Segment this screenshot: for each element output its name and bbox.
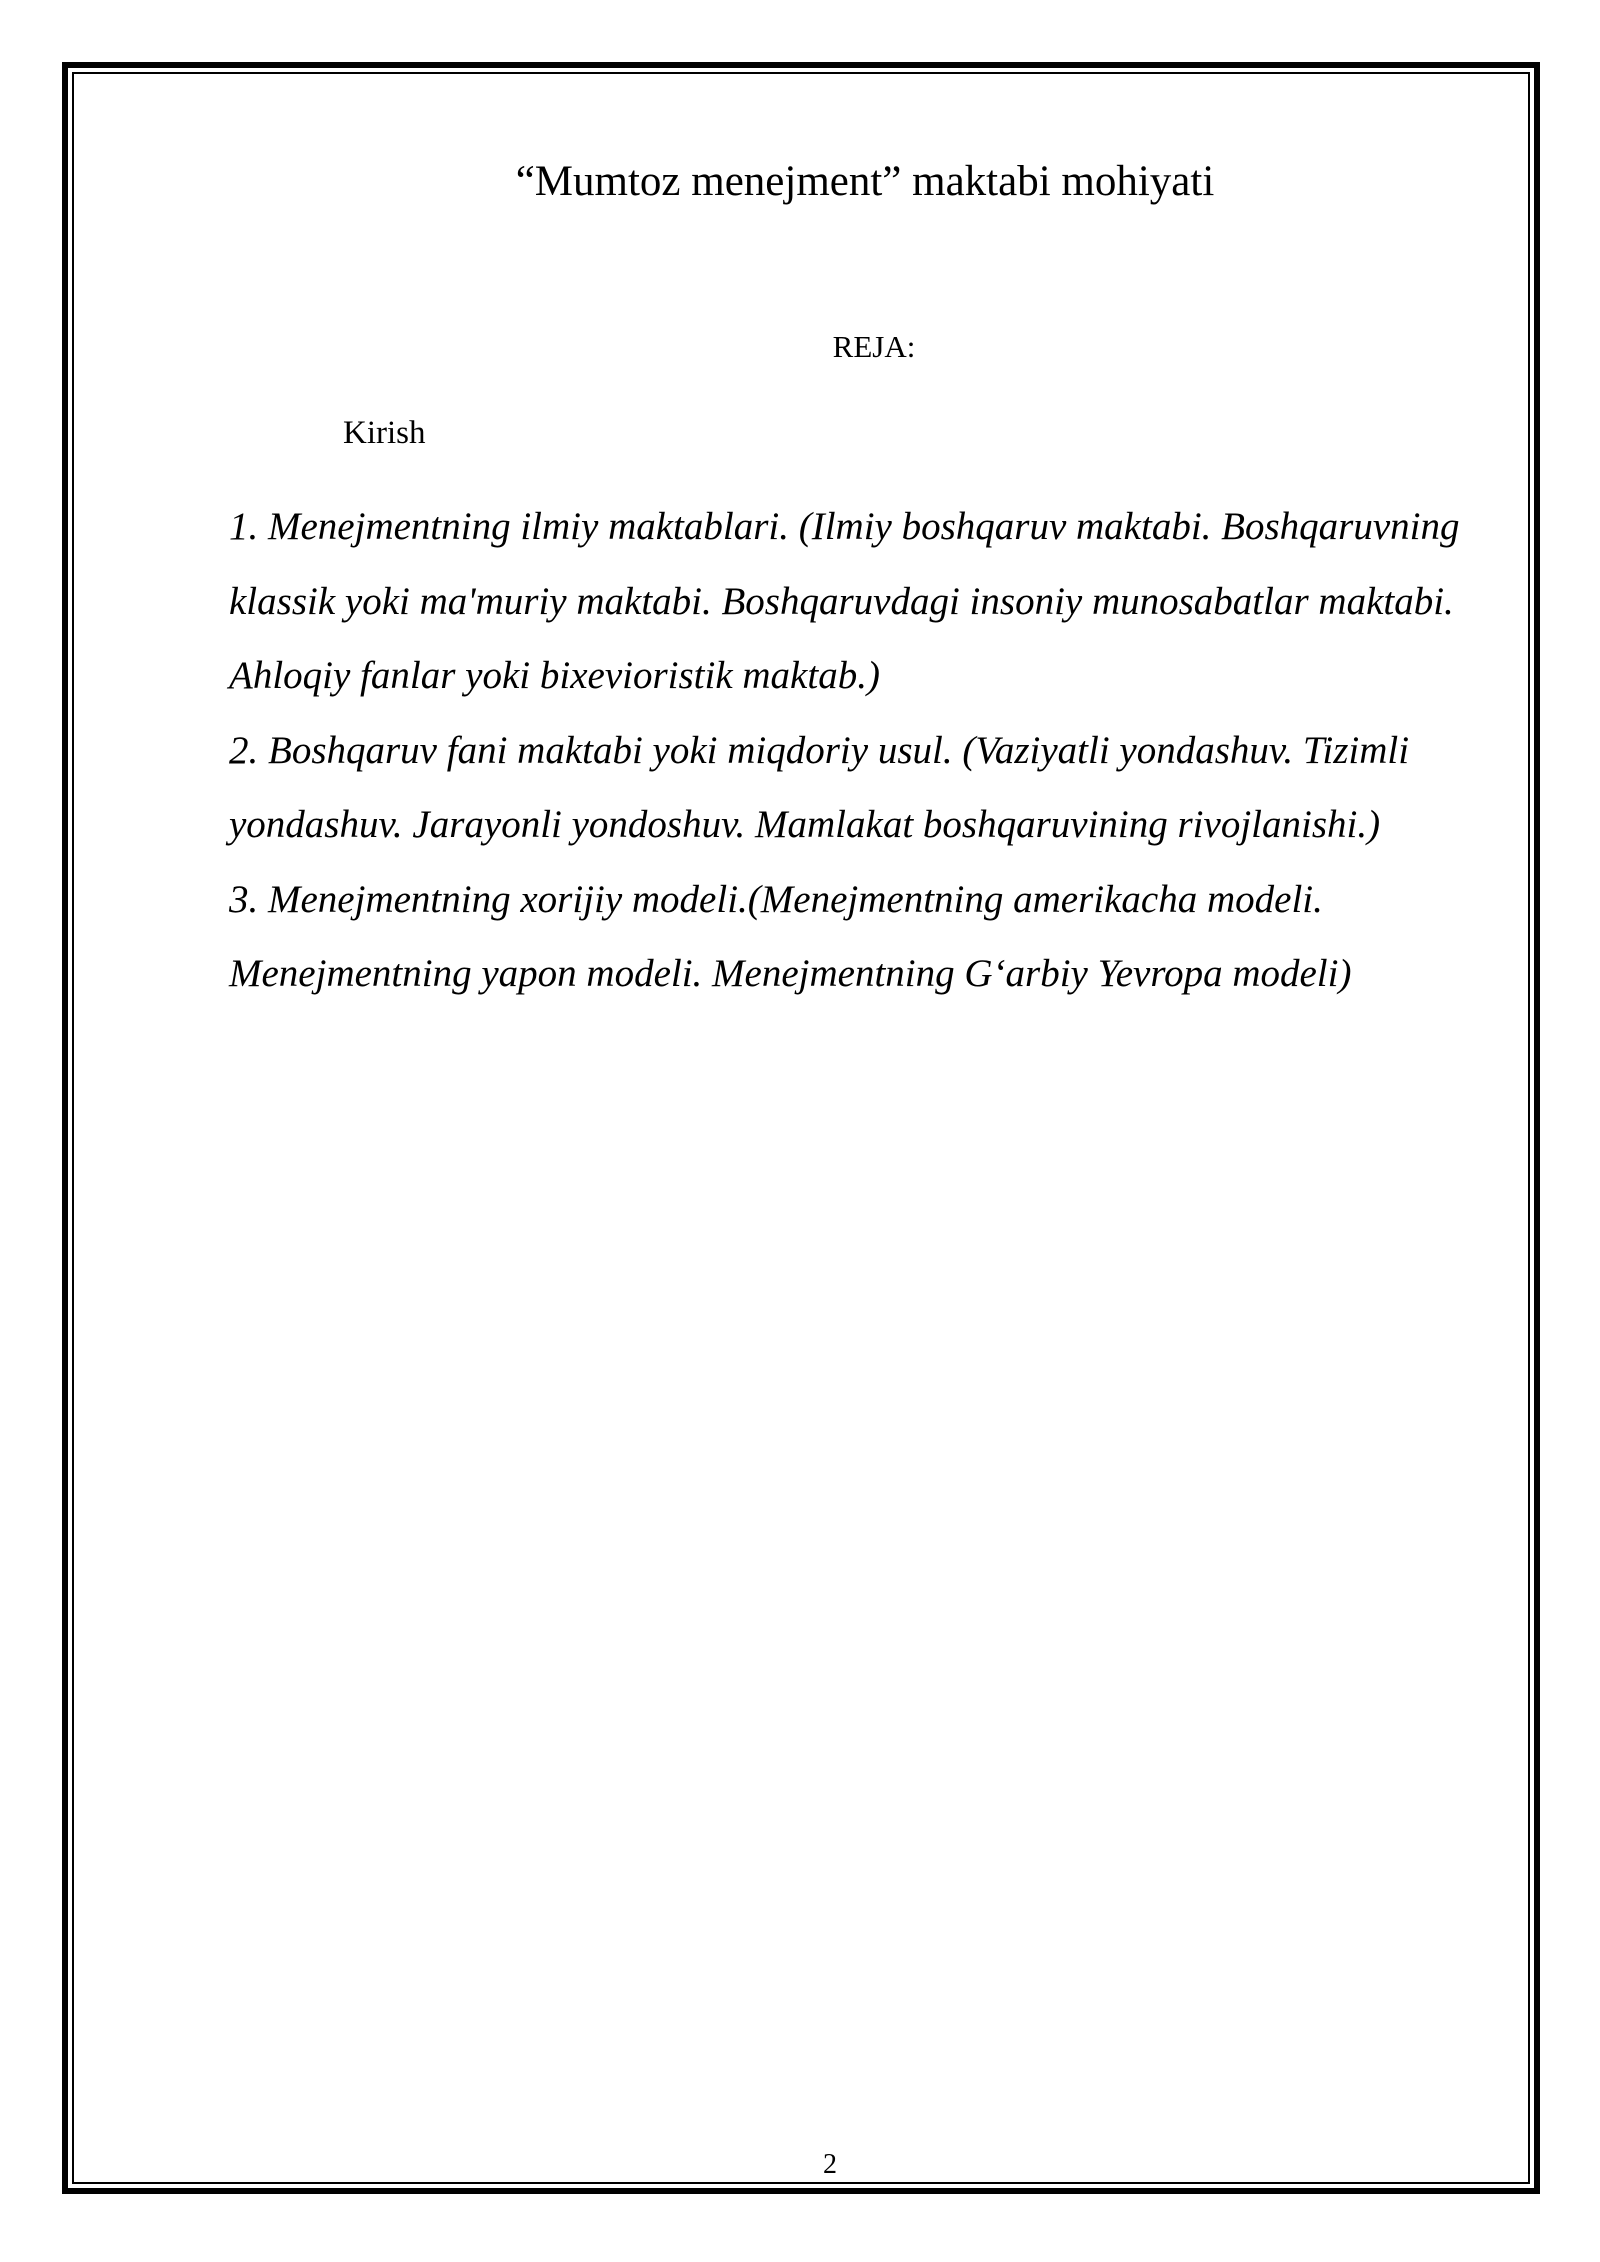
plan-item-2 bbox=[229, 714, 1509, 863]
page-border bbox=[62, 62, 1540, 2194]
plan-heading: REJA: bbox=[832, 329, 916, 364]
plan-item-number: 3. bbox=[229, 877, 259, 921]
plan-item-number: 2. bbox=[229, 728, 259, 772]
plan-item-text: Menejmentning xorijiy modeli.(Menejmentning amerikacha modeli. Menejmentning yapon modeli. Menejmentning G‘arbiy Yevropa modeli) bbox=[229, 877, 1352, 995]
page-number: 2 bbox=[823, 2149, 837, 2180]
document-title: “Mumtoz menejment” maktabi mohiyati bbox=[515, 158, 1215, 205]
plan-item-text: Boshqaruv fani maktabi yoki miqdoriy usul. (Vaziyatli yondashuv. Tizimli yondashuv. Jarayonli yondoshuv. Mamlakat boshqaruvining rivojlanishi.) bbox=[229, 728, 1410, 846]
intro-label: Kirish bbox=[343, 415, 426, 451]
plan-item-text: Menejmentning ilmiy maktablari. (Ilmiy boshqaruv maktabi. Boshqaruvning klassik yoki ma'muriy maktabi. Boshqaruvdagi insoniy munosabatlar maktabi. Ahloqiy fanlar yoki bixevioristik maktab.) bbox=[229, 505, 1460, 697]
page-border-inner bbox=[72, 72, 1530, 2184]
plan-item-3 bbox=[229, 863, 1509, 1012]
plan-item-1 bbox=[229, 490, 1509, 714]
plan-item-number: 1. bbox=[229, 505, 259, 548]
plan-list bbox=[229, 490, 1509, 1012]
